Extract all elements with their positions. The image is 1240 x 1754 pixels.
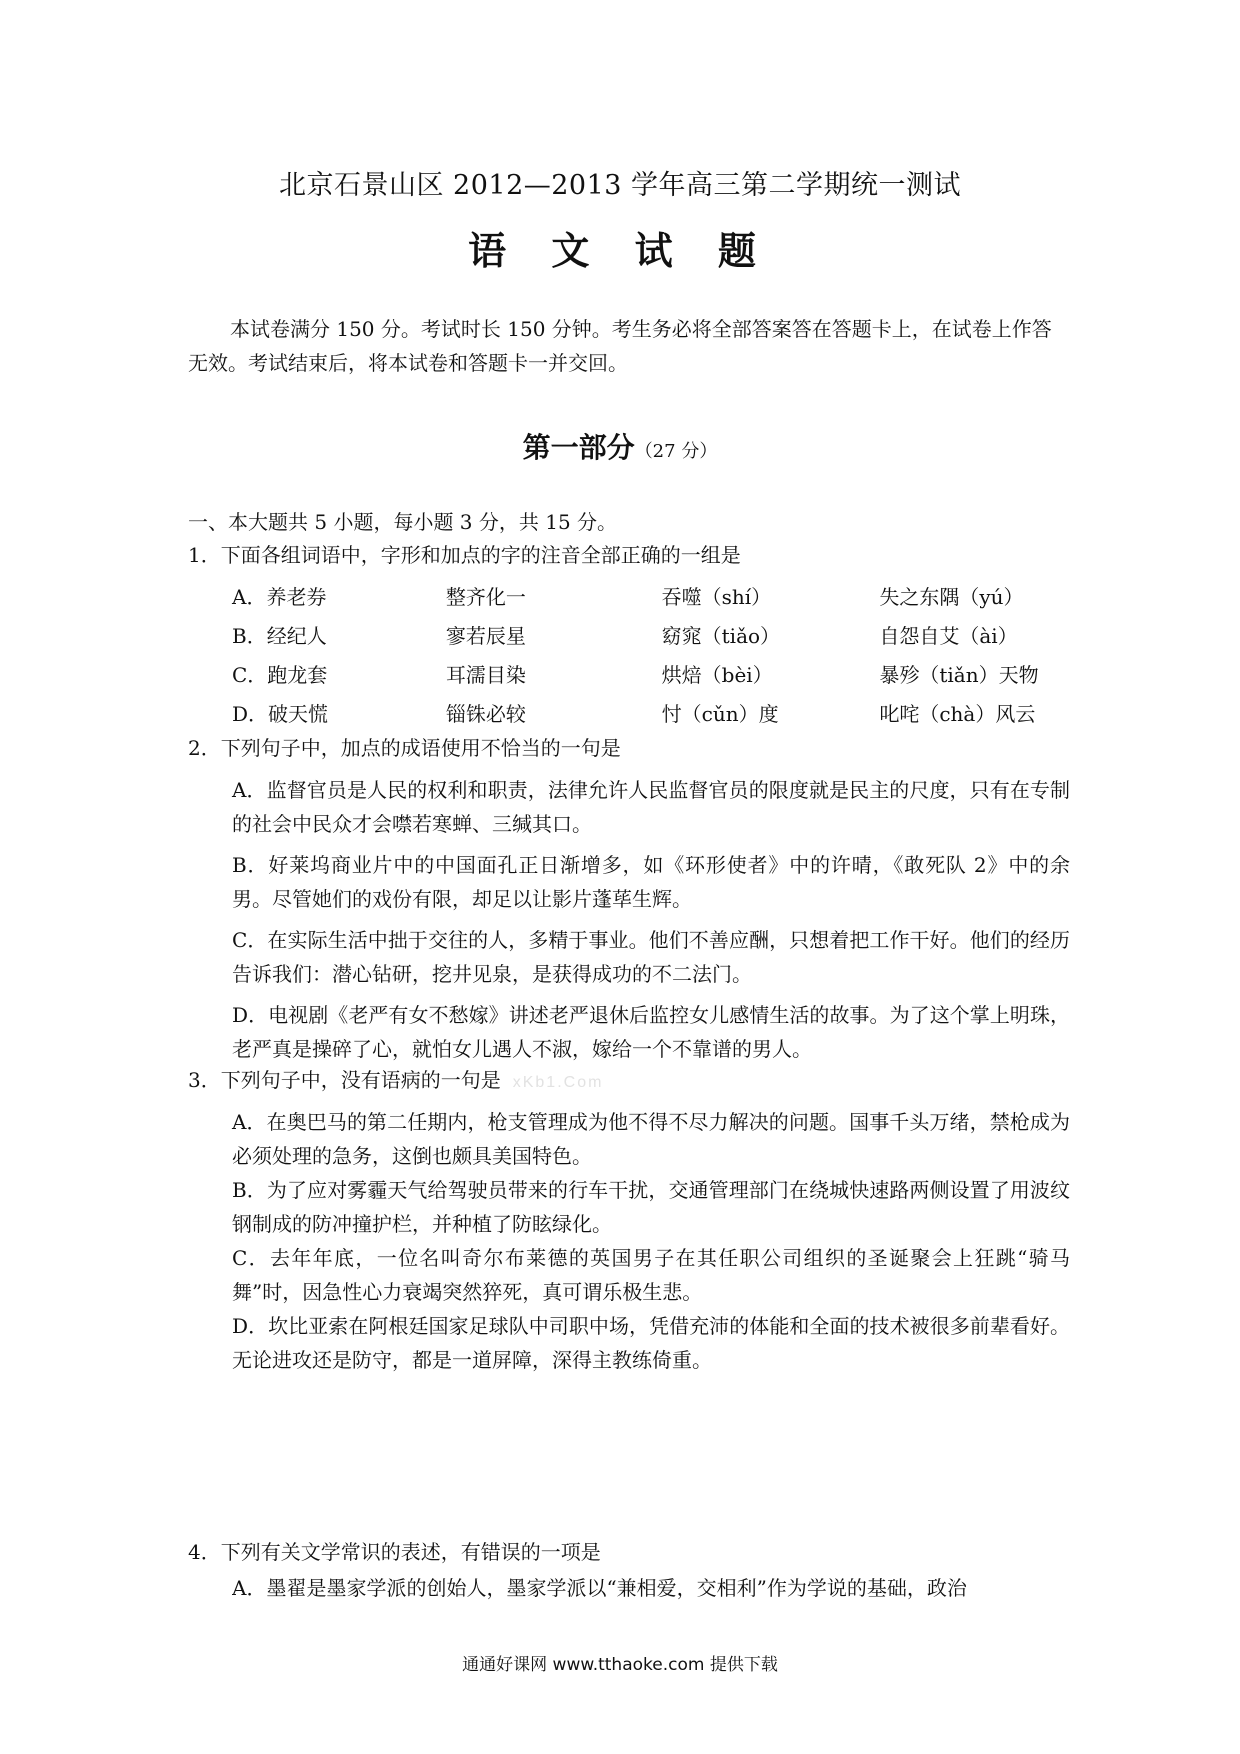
watermark-text: xKb1.Com [512,1074,604,1091]
question-3-option-a: A．在奥巴马的第二任期内，枪支管理成为他不得不尽力解决的问题。国事千头万绪，禁枪成为必须处理的急务，这倒也颇具美国特色。 [232,1110,1070,1168]
question-1-option-c [232,656,1072,695]
question-1-options [232,578,1072,734]
option-word: 窈窕（tiǎo） [661,624,781,648]
option-word: 暴殄（tiǎn）天物 [879,663,1039,687]
option-word: A．养老券 [232,585,327,609]
question-2-option-d: D．电视剧《老严有女不愁嫁》讲述老严退休后监控女儿感情生活的故事。为了这个掌上明珠，老严真是操碎了心，就怕女儿遇人不淑，嫁给一个不靠谱的男人。 [232,1003,1070,1061]
question-4-option-a: A．墨翟是墨家学派的创始人，墨家学派以“兼相爱，交相利”作为学说的基础，政治 [232,1576,967,1600]
question-1-option-d [232,695,1072,734]
option-word: 耳濡目染 [445,663,526,687]
option-word: 失之东隅（yú） [879,585,1024,609]
question-2 [188,733,1070,1061]
option-word: D．破天慌 [232,702,329,726]
question-2-option-c: C．在实际生活中拙于交往的人，多精于事业。他们不善应酬，只想着把工作干好。他们的经历告诉我们：潜心钻研，挖井见泉，是获得成功的不二法门。 [232,928,1070,986]
part-title: 第一部分 [522,431,635,464]
question-3-option-c: C．去年年底，一位名叫奇尔布莱德的英国男子在其任职公司组织的圣诞聚会上狂跳“骑马舞”时，因急性心力衰竭突然猝死，真可谓乐极生悲。 [232,1246,1070,1304]
option-word: 整齐化一 [445,585,526,609]
option-word: 叱咤（chà）风云 [879,702,1036,726]
part-heading [0,426,1240,469]
question-4 [188,1537,1068,1600]
option-word: 烘焙（bèi） [661,663,773,687]
exam-title: 北京石景山区 2012—2013 学年高三第二学期统一测试 [278,170,962,201]
question-1 [188,540,1068,726]
option-word: 锱铢必较 [445,702,526,726]
footer-text: 通通好课网 www.tthaoke.com 提供下载 [462,1655,778,1675]
exam-subtitle: 语 文 试 题 [468,228,772,273]
option-word: 吞噬（shí） [661,585,772,609]
option-word: C．跑龙套 [232,663,328,687]
option-word: 自怨自艾（ài） [879,624,1018,648]
question-3-option-b: B．为了应对雾霾天气给驾驶员带来的行车干扰，交通管理部门在绕城快速路两侧设置了用波纹钢制成的防冲撞护栏，并种植了防眩绿化。 [232,1178,1070,1236]
question-1-option-a [232,578,1072,617]
option-word: 忖（cǔn）度 [661,702,779,726]
question-3-stem [188,1065,1068,1096]
question-3-option-d: D．坎比亚索在阿根廷国家足球队中司职中场，凭借充沛的体能和全面的技术被很多前辈看好。无论进攻还是防守，都是一道屏障，深得主教练倚重。 [232,1314,1070,1372]
section-heading: 一、本大题共 5 小题，每小题 3 分，共 15 分。 [188,510,618,534]
question-1-option-b [232,617,1072,656]
question-3-stem-text: 3．下列句子中，没有语病的一句是 [188,1068,501,1092]
intro-paragraph: 本试卷满分 150 分。考试时长 150 分钟。考生务必将全部答案答在答题卡上，在试卷上作答无效。考试结束后，将本试卷和答题卡一并交回。 [188,317,1052,375]
question-3 [188,1065,1070,1372]
question-1-stem: 1．下面各组词语中，字形和加点的字的注音全部正确的一组是 [188,543,741,567]
option-word: 寥若辰星 [445,624,526,648]
option-word: B．经纪人 [232,624,327,648]
question-2-option-b: B．好莱坞商业片中的中国面孔正日渐增多，如《环形使者》中的许晴，《敢死队 2》中的余男。尽管她们的戏份有限，却足以让影片蓬荜生辉。 [232,853,1070,911]
question-2-option-a: A．监督官员是人民的权利和职责，法律允许人民监督官员的限度就是民主的尺度，只有在专制的社会中民众才会噤若寒蝉、三缄其口。 [232,778,1070,836]
question-4-stem: 4．下列有关文学常识的表述，有错误的一项是 [188,1540,601,1564]
question-2-stem: 2．下列句子中，加点的成语使用不恰当的一句是 [188,736,621,760]
part-points: （27 分） [634,441,718,462]
